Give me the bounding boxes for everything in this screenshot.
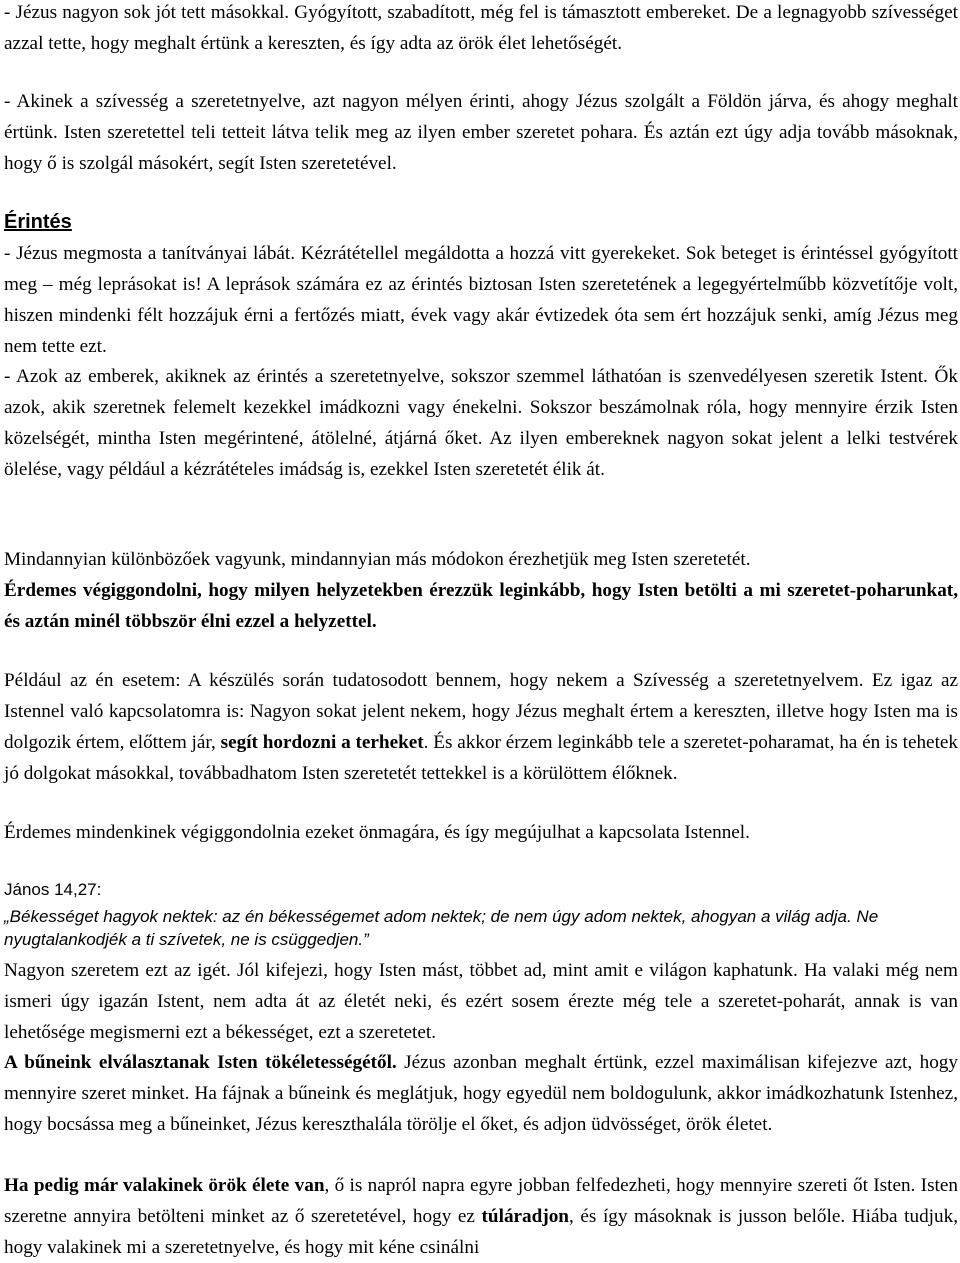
example-text-start: Például az én esetem: A készülés során tudatosodott bennem, hogy nekem a Szívesség a szeretetnyelvem. Ez igaz az Istennel való kapcsolatomra is: Nagyon sokat jelent nekem, hogy Jézus meghalt értem a kereszten, illetve hogy Isten ma is dolgozik értem, előttem jár, [4, 670, 958, 753]
paragraph-differences: Mindannyian különbözőek vagyunk, mindannyian más módokon érezhetjük meg Isten szeretetét. [4, 549, 751, 570]
paragraph-jesus-deeds: - Jézus nagyon sok jót tett másokkal. Gyógyított, szabadított, még fel is támasztott embereket. De a legnagyobb szívességet azzal tette, hogy meghalt értünk a kereszten, és így adta az örök élet lehetőségét. [4, 2, 958, 54]
bold-overflow: túláradjon [481, 1206, 569, 1227]
paragraph-sins [4, 1047, 958, 1140]
bold-sins-separate: A bűneink elválasztanak Isten tökéletességétől. [4, 1052, 397, 1073]
bold-consider-text: Érdemes végiggondolni, hogy milyen helyzetekben érezzük leginkább, hogy Isten betölti a mi szeretet-poharunkat, és aztán minél többször élni ezzel a helyzettel. [4, 580, 958, 632]
eternal-life-text-b: , és így másoknak is jusson belőle. Hiába tudjuk, hogy valakinek mi a szeretetnyelve, és hogy mit kéne csinálni [4, 1206, 958, 1258]
sins-text-rest: Jézus azonban meghalt értünk, ezzel maximálisan kifejezve azt, hogy mennyire szeret minket. Ha fájnak a bűneink és meglátjuk, hogy egyedül nem boldogulunk, akkor imádkozhatunk Istenhez, hogy bocsássa meg a bűneinket, Jézus kereszthalála törölje el őket, és adjon üdvösséget, örök életet. [4, 1052, 958, 1135]
paragraph-my-example [4, 665, 958, 789]
paragraph-jesus-touch: - Jézus megmosta a tanítványai lábát. Kézrátétellel megáldotta a hozzá vitt gyerekeket. Sok beteget is érintéssel gyógyított meg – még leprásokat is! A leprások számára ez az érintés biztosan Isten szeretetének a legegyértelműbb közvetítője volt, hiszen mindenki félt hozzájuk érni a fertőzés miatt, évek vagy akár évtizedek óta sem ért hozzájuk senki, amíg Jézus meg nem tette ezt. [4, 243, 958, 357]
example-text-end: . És akkor érzem leginkább tele a szeretet-poharamat, ha én is tehetek jó dolgokat másokkal, továbbadhatom Isten szeretetét tettekkel is a körülöttem élőknek. [4, 732, 959, 784]
bold-eternal-life: Ha pedig már valakinek örök élete van [4, 1175, 325, 1196]
paragraph-everyone-consider: Érdemes mindenkinek végiggondolnia ezeket önmagára, és így megújulhat a kapcsolata Istennel. [4, 822, 750, 843]
bold-carry-burdens: segít hordozni a terheket [220, 732, 424, 753]
section-heading-touch: Érintés [4, 211, 72, 233]
paragraph-love-this-verse: Nagyon szeretem ezt az igét. Jól kifejezi, hogy Isten mást, többet ad, mint amit e világon kaphatunk. Ha valaki még nem ismeri úgy igazán Istent, nem adta át az életét neki, és ezért sosem érezte még tele a szeretet-poharát, annak is van lehetősége megismerni ezt a békességet, ezt a szeretetet. [4, 960, 958, 1043]
paragraph-eternal-life [4, 1170, 958, 1263]
eternal-life-text-a: , ő is napról napra egyre jobban felfedezheti, hogy mennyire szereti őt Isten. Isten szeretne annyira betölteni minket az ő szeretetével, hogy ez [4, 1175, 958, 1227]
paragraph-service-language: - Akinek a szívesség a szeretetnyelve, azt nagyon mélyen érinti, ahogy Jézus szolgált a Földön járva, és ahogy meghalt értünk. Isten szeretettel teli tetteit látva telik meg az ilyen ember szeretet pohara. És aztán ezt úgy adja tovább másoknak, hogy ő is szolgál másokért, segít Isten szeretetével. [4, 91, 958, 174]
verse-quote: „Békességet hagyok nektek: az én békességemet adom nektek; de nem úgy adom nektek, ahogyan a világ adja. Ne nyugtalankodjék a ti szívetek, ne is csüggedjen.” [4, 907, 879, 949]
paragraph-touch-language: - Azok az emberek, akiknek az érintés a szeretetnyelve, sokszor szemmel láthatóan is szenvedélyesen szeretik Istent. Ők azok, akik szeretnek felemelt kezekkel imádkozni vagy énekelni. Sokszor beszámolnak róla, hogy mennyire érzik Isten közelségét, mintha Isten megérintené, átölelné, átjárná őket. Az ilyen embereknek nagyon sokat jelent a lelki testvérek ölelése, vagy például a kézrátételes imádság is, ezekkel Isten szeretetét élik át. [4, 366, 958, 480]
paragraph-consider [4, 575, 958, 637]
verse-reference: János 14,27: [4, 880, 102, 899]
